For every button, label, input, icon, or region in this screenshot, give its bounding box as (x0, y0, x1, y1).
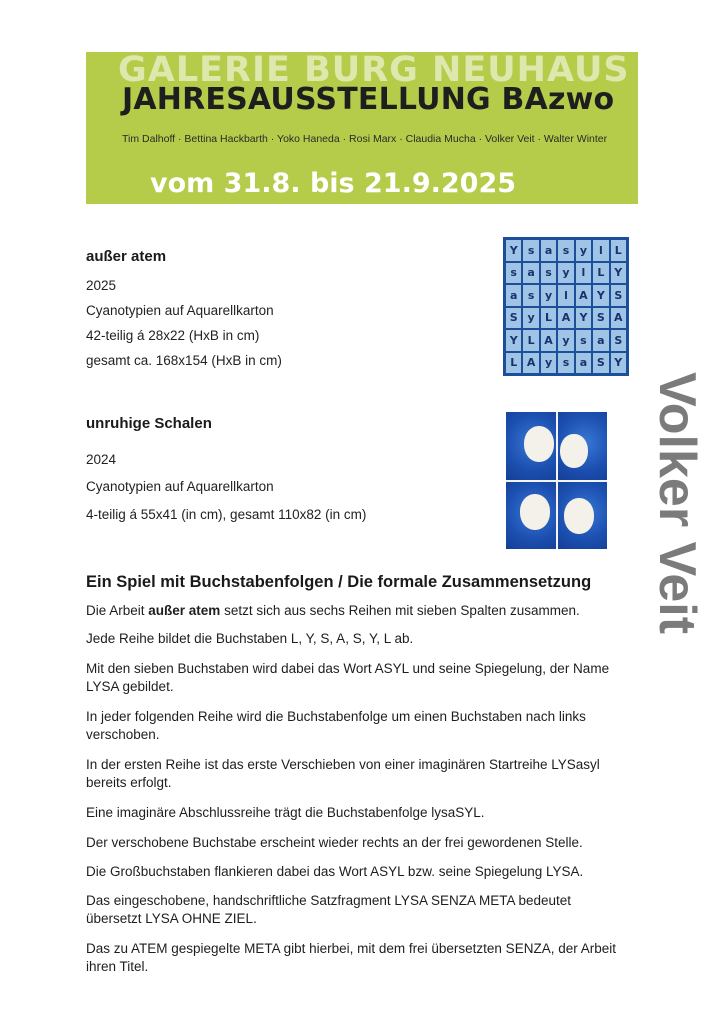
artwork-letter-tile: y (541, 285, 556, 306)
artwork-ausser-atem-image (503, 237, 629, 376)
artwork-letter-tile: L (506, 353, 521, 374)
artwork-letter-tile: s (558, 240, 573, 261)
artist-list: Tim Dalhoff · Bettina Hackbarth · Yoko Haneda · Rosi Marx · Claudia Mucha · Volker Veit · Walter Winter (122, 133, 608, 145)
artwork-letter-tile: A (523, 353, 538, 374)
exhibition-dates: vom 31.8. bis 21.9.2025 (150, 168, 517, 199)
artwork-panel (558, 482, 608, 550)
artwork-letter-tile: l (576, 263, 591, 284)
work-1-technique: Cyanotypien auf Aquarellkarton (86, 303, 274, 318)
work-2-year: 2024 (86, 452, 117, 467)
bowl-shape (520, 494, 550, 530)
work-2-title: unruhige Schalen (86, 415, 212, 432)
paragraph-8: Die Großbuchstaben flankieren dabei das Wort ASYL bzw. seine Spiegelung LYSA. (86, 864, 584, 879)
artwork-letter-tile: s (541, 263, 556, 284)
artwork-letter-tile: A (611, 308, 626, 329)
artwork-letter-tile: S (506, 308, 521, 329)
artist-name-vertical (642, 343, 712, 663)
artwork-letter-tile: Y (506, 240, 521, 261)
artwork-letter-tile: s (558, 353, 573, 374)
paragraph-1-start: Die Arbeit (86, 603, 149, 618)
artwork-letter-tile: Y (593, 285, 608, 306)
artwork-letter-tile: a (523, 263, 538, 284)
bowl-shape (564, 498, 594, 534)
paragraph-6: Eine imaginäre Abschlussreihe trägt die Buchstabenfolge lysaSYL. (86, 805, 485, 820)
paragraph-5: In der ersten Reihe ist das erste Verschieben von einer imaginären Startreihe LYSasyl bereits erfolgt. (86, 757, 600, 790)
artwork-letter-tile: L (541, 308, 556, 329)
artwork-letter-tile: a (576, 353, 591, 374)
artwork-letter-tile: A (541, 330, 556, 351)
artwork-letter-tile: s (506, 263, 521, 284)
artwork-panel (558, 412, 608, 480)
artwork-letter-tile: Y (611, 263, 626, 284)
artwork-letter-tile: Y (576, 308, 591, 329)
paragraph-7: Der verschobene Buchstabe erscheint wieder rechts an der frei gewordenen Stelle. (86, 835, 583, 850)
work-1-total: gesamt ca. 168x154 (HxB in cm) (86, 353, 282, 368)
paragraph-1-end: setzt sich aus sechs Reihen mit sieben Spalten zusammen. (220, 603, 580, 618)
work-1-year: 2025 (86, 278, 117, 293)
artwork-letter-tile: L (593, 263, 608, 284)
paragraph-1-bold-title: außer atem (148, 603, 221, 618)
paragraph-2: Jede Reihe bildet die Buchstaben L, Y, S, A, S, Y, L ab. (86, 631, 414, 646)
section-heading: Ein Spiel mit Buchstabenfolgen / Die formale Zusammensetzung (86, 573, 592, 591)
artwork-letter-tile: Y (611, 353, 626, 374)
artwork-letter-tile: y (576, 240, 591, 261)
artwork-letter-tile: a (506, 285, 521, 306)
artwork-letter-tile: S (611, 285, 626, 306)
artwork-letter-tile: A (576, 285, 591, 306)
paragraph-10: Das zu ATEM gespiegelte META gibt hierbei, mit dem frei übersetzten SENZA, der Arbeit ihren Titel. (86, 941, 616, 974)
artwork-letter-tile: Y (506, 330, 521, 351)
artwork-unruhige-schalen-image (506, 412, 607, 549)
work-1-size: 42-teilig á 28x22 (HxB in cm) (86, 328, 260, 343)
paragraph-9: Das eingeschobene, handschriftliche Satzfragment LYSA SENZA META bedeutet übersetzt LYSA OHNE ZIEL. (86, 893, 572, 926)
paragraph-3: Mit den sieben Buchstaben wird dabei das Wort ASYL und seine Spiegelung, der Name LYSA gebildet. (86, 661, 610, 694)
exhibition-banner (86, 52, 638, 204)
artwork-letter-tile: a (541, 240, 556, 261)
artwork-letter-tile: l (593, 240, 608, 261)
exhibition-title: JAHRESAUSSTELLUNG BAzwo (122, 82, 615, 117)
bowl-shape (560, 434, 588, 468)
artwork-letter-tile: s (523, 285, 538, 306)
artwork-letter-tile: L (611, 240, 626, 261)
artwork-letter-tile: l (558, 285, 573, 306)
work-2-technique: Cyanotypien auf Aquarellkarton (86, 479, 274, 494)
artwork-letter-tile: y (558, 263, 573, 284)
paragraph-4: In jeder folgenden Reihe wird die Buchstabenfolge um einen Buchstaben nach links verschoben. (86, 709, 586, 742)
gallery-name: GALERIE BURG NEUHAUS (118, 52, 630, 90)
artwork-letter-tile: y (558, 330, 573, 351)
artwork-letter-tile: A (558, 308, 573, 329)
artwork-letter-tile: y (523, 308, 538, 329)
paragraph-1 (86, 602, 626, 620)
artwork-letter-tile: S (593, 308, 608, 329)
work-2-size: 4-teilig á 55x41 (in cm), gesamt 110x82 (in cm) (86, 507, 367, 522)
artwork-letter-tile: y (541, 353, 556, 374)
artwork-letter-tile: s (576, 330, 591, 351)
work-1-title: außer atem (86, 248, 167, 265)
artwork-letter-tile: a (593, 330, 608, 351)
artwork-panel (506, 412, 556, 480)
artwork-letter-tile: L (523, 330, 538, 351)
artwork-letter-tile: s (523, 240, 538, 261)
artist-name: Volker Veit (648, 371, 706, 635)
bowl-shape (524, 426, 554, 462)
artwork-panel (506, 482, 556, 550)
artwork-letter-tile: S (593, 353, 608, 374)
artwork-letter-tile: S (611, 330, 626, 351)
